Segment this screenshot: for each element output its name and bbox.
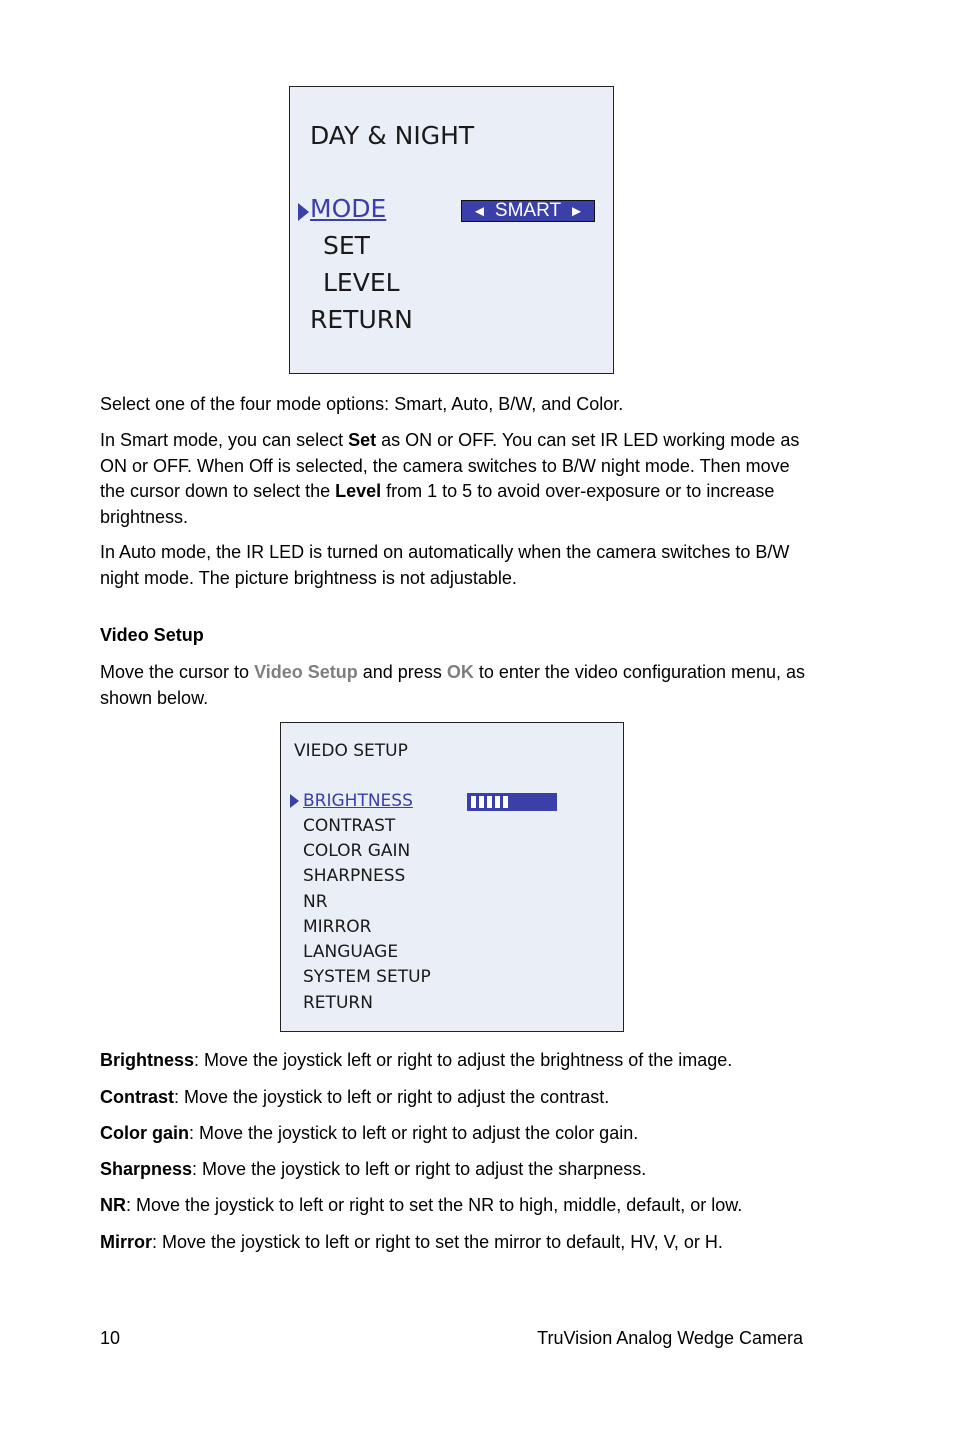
paragraph-auto-mode: In Auto mode, the IR LED is turned on automatically when the camera switches to B/W night mode. The picture brightness is not adjustable.: [100, 542, 790, 588]
brightness-segment: [495, 796, 500, 808]
term: Contrast: [100, 1087, 175, 1107]
description-brightness: [100, 1048, 810, 1074]
term: Color gain: [100, 1123, 189, 1143]
section-heading: Video Setup: [100, 625, 204, 645]
right-arrow-icon: ►: [569, 202, 584, 220]
menu-item-sharpness: SHARPNESS: [303, 866, 406, 886]
text: : Move the joystick to left or right to set the NR to high, middle, default, or low.: [126, 1195, 743, 1215]
brightness-segment: [487, 796, 492, 808]
term-video-setup: Video Setup: [254, 662, 358, 682]
menu-item-color-gain: COLOR GAIN: [303, 841, 411, 861]
page-number: 10: [100, 1328, 121, 1348]
paragraph-mode-options: Select one of the four mode options: Smart, Auto, B/W, and Color.: [100, 394, 624, 414]
mode-value-box: [461, 200, 595, 222]
document-title: TruVision Analog Wedge Camera: [537, 1328, 803, 1348]
brightness-segment: [471, 796, 476, 808]
menu-item-contrast: CONTRAST: [303, 816, 396, 836]
menu-item-return: RETURN: [310, 305, 413, 334]
menu-item-nr: NR: [303, 892, 328, 912]
text: : Move the joystick to left or right to adjust the color gain.: [189, 1123, 639, 1143]
term-ok: OK: [446, 662, 474, 682]
video-setup-menu-screenshot: [280, 722, 624, 1032]
brightness-segment: [503, 796, 508, 808]
text: : Move the joystick to left or right to set the mirror to default, HV, V, or H.: [152, 1232, 723, 1252]
menu-title: VIEDO SETUP: [294, 741, 408, 761]
brightness-level-bar: [467, 793, 557, 811]
text: Move the cursor to: [100, 662, 255, 682]
menu-item-level: LEVEL: [323, 268, 400, 297]
term: Sharpness: [100, 1159, 193, 1179]
text: and press: [357, 662, 447, 682]
brightness-segment: [479, 796, 484, 808]
menu-item-language: LANGUAGE: [303, 942, 399, 962]
paragraph-smart-mode: [100, 428, 810, 530]
cursor-arrow-icon: [290, 794, 299, 808]
term: NR: [100, 1195, 126, 1215]
text: : Move the joystick left or right to adjust the brightness of the image.: [194, 1050, 733, 1070]
term: Mirror: [100, 1232, 153, 1252]
cursor-arrow-icon: [298, 203, 309, 221]
term-level: Level: [335, 481, 382, 501]
day-night-menu-screenshot: [289, 86, 614, 374]
description-contrast: [100, 1085, 810, 1111]
term-set: Set: [348, 430, 377, 450]
menu-title: DAY & NIGHT: [310, 121, 475, 150]
text: In Smart mode, you can select: [100, 430, 349, 450]
menu-item-system-setup: SYSTEM SETUP: [303, 967, 431, 987]
description-mirror: [100, 1230, 810, 1256]
menu-item-brightness: BRIGHTNESS: [303, 791, 413, 811]
description-color-gain: [100, 1121, 810, 1147]
mode-value: SMART: [494, 200, 562, 221]
text: as ON or OFF. You can set IR LED working mode as ON or OFF. When Off is selected, the camera switches to B/W night mode. Then move the cursor down to select the: [100, 430, 800, 501]
text: : Move the joystick to left or right to adjust the sharpness.: [192, 1159, 647, 1179]
term: Brightness: [100, 1050, 195, 1070]
text: from 1 to 5 to avoid over-exposure or to increase brightness.: [100, 481, 775, 527]
menu-item-return: RETURN: [303, 993, 373, 1013]
menu-item-mirror: MIRROR: [303, 917, 372, 937]
text: to enter the video configuration menu, as shown below.: [100, 662, 806, 708]
text: : Move the joystick to left or right to adjust the contrast.: [174, 1087, 610, 1107]
left-arrow-icon: ◄: [472, 202, 487, 220]
menu-item-mode: MODE: [310, 194, 387, 223]
description-sharpness: [100, 1157, 810, 1183]
menu-item-set: SET: [323, 231, 370, 260]
description-nr: [100, 1193, 810, 1219]
paragraph-video-setup: [100, 660, 810, 711]
